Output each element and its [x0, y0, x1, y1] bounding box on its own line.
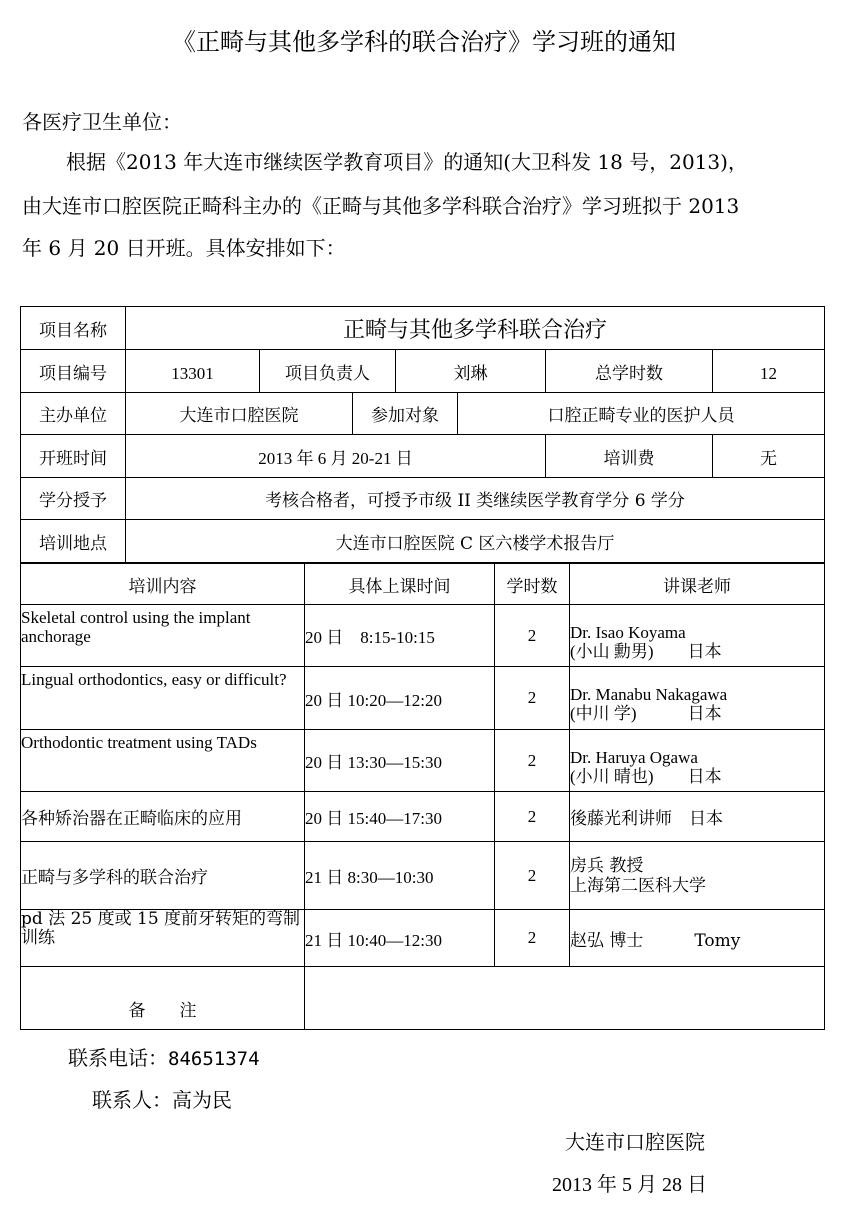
table-row [21, 842, 825, 910]
credit-value: 考核合格者，可授予市级 II 类继续医学教育学分 6 学分 [126, 478, 825, 520]
schedule-hours: 2 [495, 730, 570, 792]
remark-value [305, 967, 825, 1030]
audience-value: 口腔正畸专业的医护人员 [458, 393, 825, 435]
body-line-2: 由大连市口腔医院正畸科主办的《正畸与其他多学科联合治疗》学习班拟于 2013 [22, 194, 740, 218]
place-value: 大连市口腔医院 C 区六楼学术报告厅 [126, 520, 825, 563]
schedule-time: 21 日 10:40—12:30 [305, 910, 495, 967]
project-info-table [20, 306, 825, 563]
body-line-3: 年 6 月 20 日开班。具体安排如下： [22, 236, 346, 260]
schedule-hours: 2 [495, 667, 570, 730]
schedule-time: 20 日 10:20—12:20 [305, 667, 495, 730]
schedule-content: 各种矫治器在正畸临床的应用 [21, 792, 305, 842]
contact-phone-value: 84651374 [168, 1048, 260, 1070]
schedule-teacher: 房兵 教授 上海第二医科大学 [570, 842, 825, 910]
table-row [21, 730, 825, 792]
schedule-teacher: 後藤光利讲师 日本 [570, 792, 825, 842]
schedule-hours: 2 [495, 842, 570, 910]
schedule-header-hours: 学时数 [495, 564, 570, 605]
contact-person [92, 1084, 232, 1113]
fee-value: 无 [713, 435, 825, 478]
schedule-teacher: Dr. Manabu Nakagawa (中川 学) 日本 [570, 667, 825, 730]
schedule-table [20, 563, 825, 1030]
body-line-1: 根据《2013 年大连市继续医学教育项目》的通知(大卫科发 18 号，2013)， [66, 150, 748, 174]
contact-person-value: 高为民 [172, 1088, 232, 1112]
schedule-content: Orthodontic treatment using TADs [21, 730, 305, 792]
table-row [21, 605, 825, 667]
schedule-teacher: Dr. Isao Koyama (小山 勳男) 日本 [570, 605, 825, 667]
schedule-time: 20 日 15:40—17:30 [305, 792, 495, 842]
start-time-label: 开班时间 [21, 435, 126, 478]
project-no-value: 13301 [126, 350, 260, 393]
schedule-hours: 2 [495, 605, 570, 667]
project-name-value: 正畸与其他多学科联合治疗 [126, 307, 825, 350]
signature-date: 2013 年 5 月 28 日 [552, 1174, 707, 1196]
schedule-content: Skeletal control using the implant anchorage [21, 605, 305, 667]
remark-label: 备 注 [21, 967, 305, 1030]
schedule-header-time: 具体上课时间 [305, 564, 495, 605]
host-label: 主办单位 [21, 393, 126, 435]
schedule-header-content: 培训内容 [21, 564, 305, 605]
place-label: 培训地点 [21, 520, 126, 563]
schedule-content: pd 法 25 度或 15 度前牙转矩的弯制训练 [21, 910, 305, 967]
table-row [21, 910, 825, 967]
schedule-hours: 2 [495, 792, 570, 842]
audience-label: 参加对象 [353, 393, 458, 435]
hours-label: 总学时数 [546, 350, 713, 393]
fee-label: 培训费 [546, 435, 713, 478]
document-title: 《正畸与其他多学科的联合治疗》学习班的通知 [172, 28, 676, 56]
credit-label: 学分授予 [21, 478, 126, 520]
schedule-teacher: 赵弘 博士 Tomy [570, 910, 825, 967]
start-time-value: 2013 年 6 月 20-21 日 [126, 435, 546, 478]
signature-org: 大连市口腔医院 [565, 1130, 705, 1154]
leader-value: 刘琳 [396, 350, 546, 393]
table-row [21, 792, 825, 842]
project-name-label: 项目名称 [21, 307, 126, 350]
schedule-hours: 2 [495, 910, 570, 967]
schedule-time: 20 日 13:30—15:30 [305, 730, 495, 792]
project-no-label: 项目编号 [21, 350, 126, 393]
table-row [21, 667, 825, 730]
schedule-header-teacher: 讲课老师 [570, 564, 825, 605]
schedule-teacher: Dr. Haruya Ogawa (小川 晴也) 日本 [570, 730, 825, 792]
host-value: 大连市口腔医院 [126, 393, 353, 435]
schedule-content: Lingual orthodontics, easy or difficult? [21, 667, 305, 730]
contact-phone-label: 联系电话： [68, 1046, 168, 1070]
schedule-time: 20 日 8:15-10:15 [305, 605, 495, 667]
schedule-time: 21 日 8:30—10:30 [305, 842, 495, 910]
leader-label: 项目负责人 [260, 350, 396, 393]
contact-phone [68, 1042, 260, 1071]
contact-person-label: 联系人： [92, 1088, 172, 1112]
schedule-content: 正畸与多学科的联合治疗 [21, 842, 305, 910]
hours-value: 12 [713, 350, 825, 393]
salutation: 各医疗卫生单位： [22, 110, 182, 134]
